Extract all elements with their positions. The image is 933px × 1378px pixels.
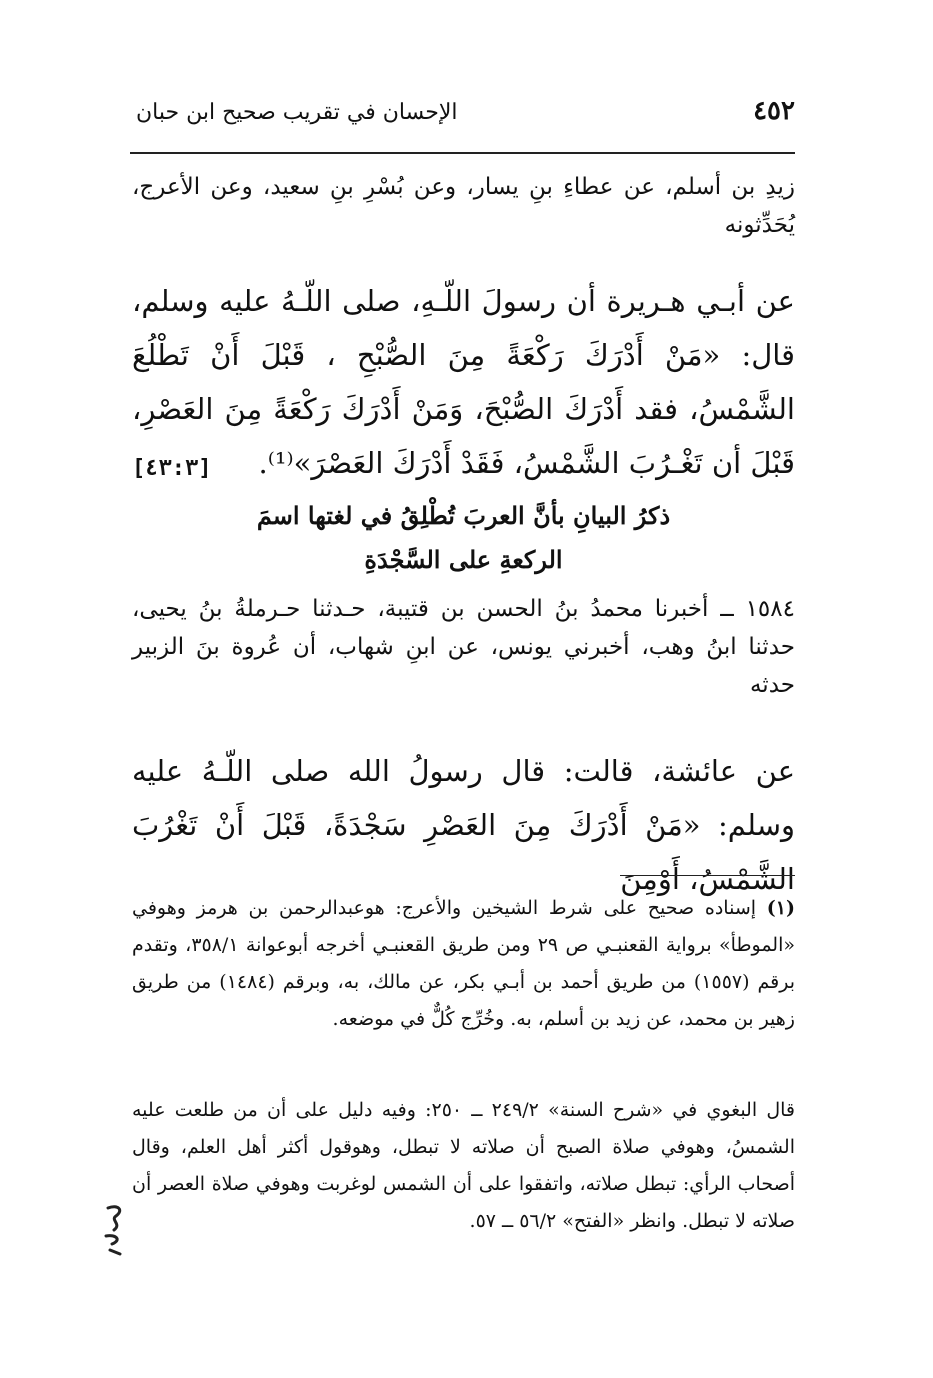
footnote-1 — [132, 890, 795, 1038]
page-number: ٤٥٢ — [753, 96, 795, 126]
running-title: الإحسان في تقريب صحيح ابن حبان — [136, 100, 458, 125]
isnad-chain-1: زيدِ بن أسلم، عن عطاءِ بنِ يسار، وعن بُسْرِ بنِ سعيد، وعن الأعرج، يُحَدِّثونه — [132, 174, 795, 238]
isnad-chain-2: ١٥٨٤ ــ أخبرنا محمدُ بنُ الحسن بن قتيبة، حـدثنا حـرملةُ بنُ يحيى، حدثنا ابنُ وهب، أخبرني يونس، عن ابنِ شهاب، أن عُروة بنَ الزبير حدثه — [132, 596, 795, 698]
margin-mark-icon — [100, 1200, 130, 1260]
page-header — [130, 96, 795, 136]
footnote-1-text: إسناده صحيح على شرط الشيخين والأعرج: هوعبدالرحمن بن هرمز وهوفي «الموطأ» برواية القعنبـي ص ٢٩ ومن طريق القعنبـي أخرجه أبوعوانة ٣٥٨/١، وتقدم برقم (١٥٥٧) من طريق أحمد بن أبـي بكر، عن مالك، به، وبرقم (١٤٨٤) من طريق زهير بن محمد، عن زيد بن أسلم، به. وخُرِّج كُلٌّ في موضعه. — [132, 897, 796, 1030]
chapter-heading — [132, 494, 795, 582]
hadith-body-1: عن أبـي هـريرة أن رسولَ اللّـهِ، صلى اللّـهُ عليه وسلم، قال: «مَنْ أَدْرَكَ رَكْعَةً مِنَ الصُّبْحِ ، قَبْلَ أَنْ تَطْلُعَ الشَّمْسُ، فقد أَدْرَكَ الصُّبْحَ، وَمَنْ أَدْرَكَ رَكْعَةً مِنَ العَصْرِ، قَبْلَ أن تَغْـرُبَ الشَّمْسُ، فَقَدْ أَدْرَكَ العَصْرَ»⁽¹⁾. — [132, 284, 795, 480]
chapter-heading-line-2: الركعةِ على السَّجْدَةِ — [364, 545, 563, 574]
footnote-marker: (١) — [766, 897, 795, 919]
footnote-rule — [620, 875, 795, 876]
footnote-2: قال البغوي في «شرح السنة» ٢٤٩/٢ ــ ٢٥٠: وفيه دليل على أن من طلعت عليه الشمسُ، وهوفي صلاة الصبح أن صلاته لا تبطل، وهوقول أكثر أهل العلم، وقال أصحاب الرأي: تبطل صلاته، واتفقوا على أن الشمس لوغربت وهوفي صلاة العصر أن صلاته لا تبطل. وانظر «الفتح» ٥٦/٢ ــ ٥٧. — [132, 1099, 795, 1232]
header-rule — [130, 152, 795, 154]
hadith-reference: [٤٣:٣] — [132, 456, 212, 481]
chapter-heading-line-1: ذكرُ البيانِ بأنَّ العربَ تُطْلِقُ في لغتها اسمَ — [256, 501, 671, 530]
hadith-text-2: عن عائشة، قالت: قال رسولُ الله صلى اللّـهُ عليه وسلم: «مَنْ أَدْرَكَ مِنَ العَصْرِ سَجْدَةً، قَبْلَ أَنْ تَغْرُبَ الشَّمْسُ، أَوْمِنَ — [132, 754, 795, 896]
hadith-text-1 — [132, 274, 795, 496]
